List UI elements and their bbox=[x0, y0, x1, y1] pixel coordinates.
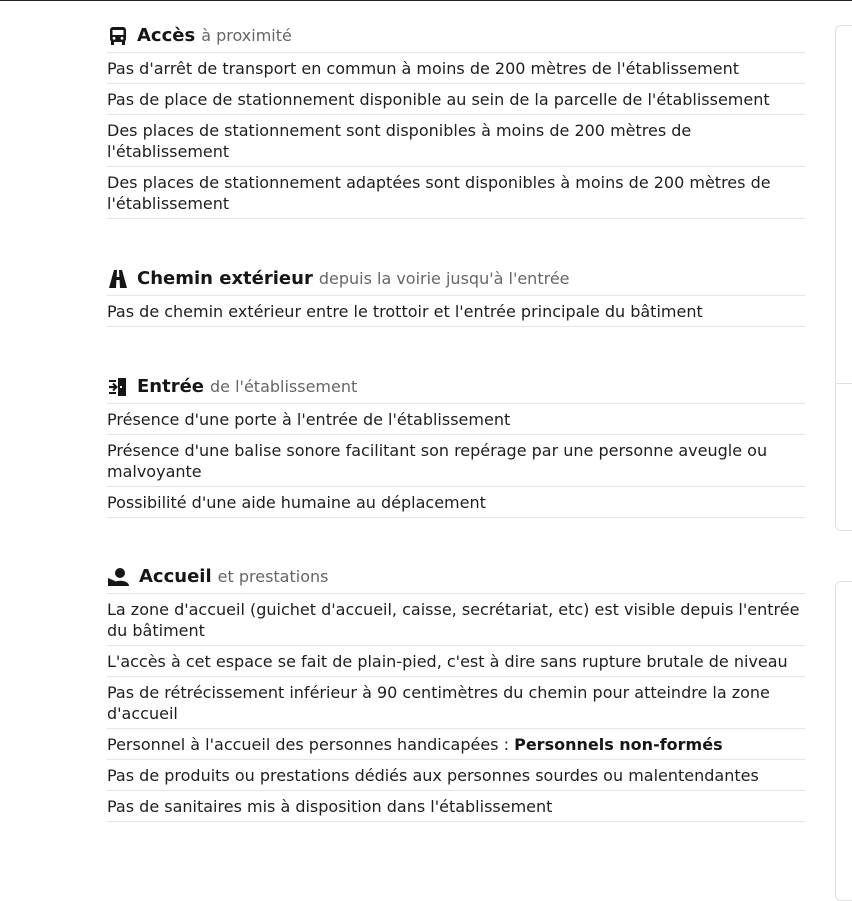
side-panel bbox=[835, 581, 852, 901]
staff-value: Personnels non-formés bbox=[514, 735, 723, 754]
list-item: Pas de place de stationnement disponible au sein de la parcelle de l'établissement bbox=[107, 84, 805, 115]
list-item: Présence d'une porte à l'entrée de l'établissement bbox=[107, 404, 805, 435]
section-subtitle: de l'établissement bbox=[210, 376, 358, 396]
list-item: Pas de produits ou prestations dédiés aux personnes sourdes ou malentendantes bbox=[107, 760, 805, 791]
section-entree bbox=[107, 372, 805, 518]
list-item: Présence d'une balise sonore facilitant son repérage par une personne aveugle ou malvoyante bbox=[107, 435, 805, 487]
section-subtitle: et prestations bbox=[217, 566, 329, 586]
section-header bbox=[107, 264, 805, 296]
staff-label: Personnel à l'accueil des personnes handicapées : bbox=[107, 735, 509, 754]
section-header bbox=[107, 562, 805, 594]
section-header bbox=[107, 21, 805, 53]
item-list bbox=[107, 404, 805, 518]
list-item: Pas d'arrêt de transport en commun à moins de 200 mètres de l'établissement bbox=[107, 53, 805, 84]
list-item: Pas de sanitaires mis à disposition dans l'établissement bbox=[107, 791, 805, 822]
bus-icon bbox=[107, 25, 129, 47]
list-item: Possibilité d'une aide humaine au déplacement bbox=[107, 487, 805, 518]
item-list bbox=[107, 296, 805, 327]
road-icon bbox=[107, 268, 129, 290]
list-item: La zone d'accueil (guichet d'accueil, caisse, secrétariat, etc) est visible depuis l'entrée du bâtiment bbox=[107, 594, 805, 646]
section-title: Accès bbox=[137, 24, 196, 46]
reception-person-icon bbox=[107, 566, 131, 588]
door-enter-icon bbox=[107, 376, 129, 398]
list-item: L'accès à cet espace se fait de plain-pied, c'est à dire sans rupture brutale de niveau bbox=[107, 646, 805, 677]
list-item: Pas de chemin extérieur entre le trottoir et l'entrée principale du bâtiment bbox=[107, 296, 805, 327]
item-list bbox=[107, 594, 805, 822]
section-title: Entrée bbox=[137, 375, 205, 397]
section-title: Accueil bbox=[139, 565, 212, 587]
section-acces bbox=[107, 21, 805, 219]
section-chemin-exterieur bbox=[107, 264, 805, 327]
section-title: Chemin extérieur bbox=[137, 267, 313, 289]
list-item: Des places de stationnement adaptées sont disponibles à moins de 200 mètres de l'établissement bbox=[107, 167, 805, 219]
section-header bbox=[107, 372, 805, 404]
section-subtitle: à proximité bbox=[201, 25, 292, 45]
section-accueil bbox=[107, 562, 805, 822]
list-item: Pas de rétrécissement inférieur à 90 centimètres du chemin pour atteindre la zone d'accueil bbox=[107, 677, 805, 729]
list-item-staff bbox=[107, 729, 805, 760]
side-panel bbox=[835, 25, 852, 531]
list-item: Des places de stationnement sont disponibles à moins de 200 mètres de l'établissement bbox=[107, 115, 805, 167]
section-subtitle: depuis la voirie jusqu'à l'entrée bbox=[318, 268, 570, 288]
panel-divider bbox=[836, 383, 852, 384]
item-list bbox=[107, 53, 805, 219]
